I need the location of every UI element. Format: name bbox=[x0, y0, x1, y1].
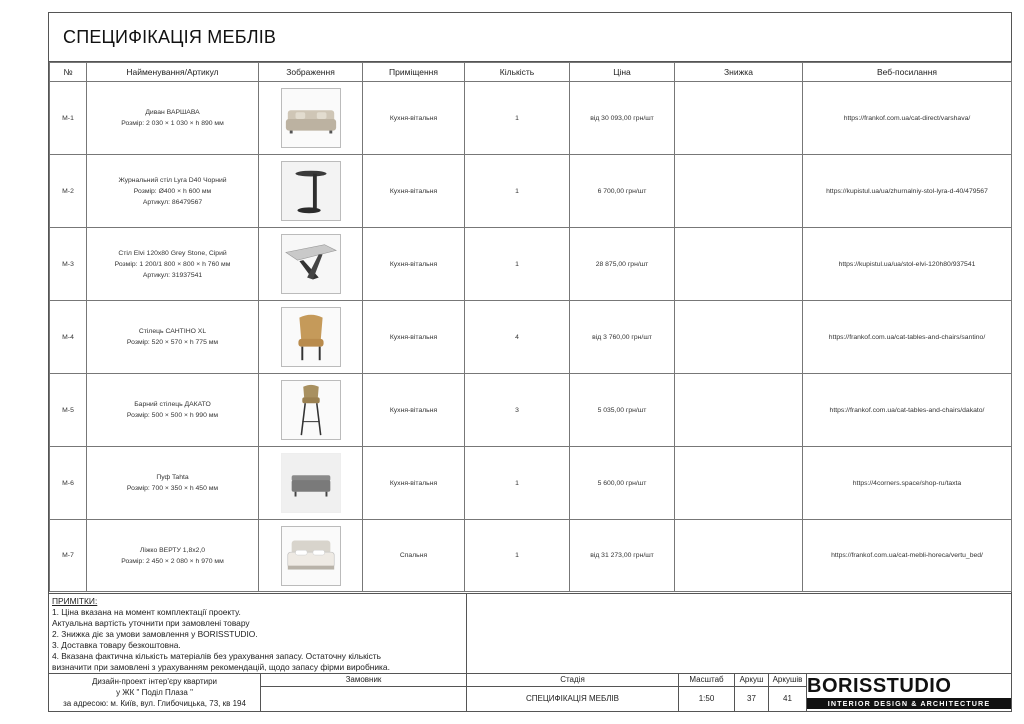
item-image-cell bbox=[259, 301, 363, 374]
item-discount bbox=[675, 155, 803, 228]
item-size-line: Розмір: 2 450 × 2 080 × h 970 мм bbox=[121, 557, 224, 565]
col-header-link: Веб-посилання bbox=[803, 63, 1012, 82]
item-price: від 30 093,00 грн/шт bbox=[570, 82, 675, 155]
logo-name: BORISSTUDIO bbox=[807, 675, 952, 697]
item-name-line: Ліжко ВЕРТУ 1,8х2,0 bbox=[139, 546, 206, 554]
item-image-cell bbox=[259, 520, 363, 592]
note-line: 3. Доставка товару безкоштовна. bbox=[52, 640, 181, 650]
item-quantity: 4 bbox=[465, 301, 570, 374]
item-link[interactable]: https://kupistul.ua/ua/zhurnalniy-stol-lyra-d-40/479567 bbox=[803, 155, 1012, 228]
item-quantity: 3 bbox=[465, 374, 570, 447]
table-row bbox=[50, 82, 1012, 155]
item-link[interactable]: https://frankof.com.ua/cat-tables-and-chairs/dakato/ bbox=[803, 374, 1012, 447]
item-link[interactable]: https://frankof.com.ua/cat-tables-and-chairs/santino/ bbox=[803, 301, 1012, 374]
item-sku-line: Артикул: 31937541 bbox=[142, 271, 203, 279]
sheet-label: Аркуш bbox=[735, 674, 768, 687]
item-price: від 31 273,00 грн/шт bbox=[570, 520, 675, 592]
item-link[interactable]: https://frankof.com.ua/cat-mebli-horeca/vertu_bed/ bbox=[803, 520, 1012, 592]
item-room: Кухня-вітальня bbox=[363, 228, 465, 301]
item-price: 28 875,00 грн/шт bbox=[570, 228, 675, 301]
item-quantity: 1 bbox=[465, 228, 570, 301]
item-price: 5 035,00 грн/шт bbox=[570, 374, 675, 447]
item-name bbox=[87, 374, 259, 447]
item-room: Кухня-вітальня bbox=[363, 447, 465, 520]
item-room: Кухня-вітальня bbox=[363, 155, 465, 228]
pouf-icon bbox=[281, 453, 341, 513]
col-header-price: Ціна bbox=[570, 63, 675, 82]
item-price: від 3 760,00 грн/шт bbox=[570, 301, 675, 374]
item-link[interactable]: https://frankof.com.ua/cat-direct/varshava/ bbox=[803, 82, 1012, 155]
notes-blank-area bbox=[467, 593, 1011, 673]
note-line: 4. Вказана фактична кількість матеріалів без урахування запасу. Остаточну кількість bbox=[52, 651, 382, 661]
title-block-footer bbox=[49, 673, 1011, 711]
item-quantity: 1 bbox=[465, 520, 570, 592]
item-price: 5 600,00 грн/шт bbox=[570, 447, 675, 520]
item-name bbox=[87, 520, 259, 592]
sofa-icon bbox=[281, 88, 341, 148]
item-room: Спальня bbox=[363, 520, 465, 592]
scale-value: 1:50 bbox=[698, 694, 715, 703]
col-header-discount: Знижка bbox=[675, 63, 803, 82]
item-size-line: Розмір: Ø400 × h 600 мм bbox=[133, 187, 212, 195]
stage-cell bbox=[467, 674, 679, 712]
item-image-cell bbox=[259, 155, 363, 228]
customer-cell bbox=[261, 674, 467, 712]
item-name-line: Журнальний стіл Lyra D40 Чорний bbox=[118, 176, 227, 184]
item-discount bbox=[675, 520, 803, 592]
table-header-row bbox=[50, 63, 1012, 82]
item-room: Кухня-вітальня bbox=[363, 374, 465, 447]
sheets-label: Аркушів bbox=[769, 674, 806, 687]
item-name bbox=[87, 447, 259, 520]
studio-logo bbox=[807, 676, 1011, 710]
note-line: 2. Знижка діє за умови замовлення у BORISSTUDIO. bbox=[52, 629, 258, 639]
item-image-cell bbox=[259, 447, 363, 520]
note-line: 1. Ціна вказана на момент комплектації проекту. bbox=[52, 607, 241, 617]
item-number: М-7 bbox=[50, 520, 87, 592]
item-number: М-5 bbox=[50, 374, 87, 447]
project-line: за адресою: м. Київ, вул. Глибочицька, 73, кв 194 bbox=[63, 699, 246, 708]
sheet-cell bbox=[735, 674, 769, 712]
item-quantity: 1 bbox=[465, 447, 570, 520]
scale-cell bbox=[679, 674, 735, 712]
item-name bbox=[87, 82, 259, 155]
item-discount bbox=[675, 301, 803, 374]
sheets-cell bbox=[769, 674, 807, 712]
item-name-line: Стілець САНТІНО XL bbox=[138, 328, 207, 335]
item-number: М-3 bbox=[50, 228, 87, 301]
col-header-name: Найменування/Артикул bbox=[87, 63, 259, 82]
item-number: М-1 bbox=[50, 82, 87, 155]
note-line: визначити при замовлені з урахуванням рекомендацій, щодо запасу фірми виробника. bbox=[52, 662, 390, 672]
sheet-value: 37 bbox=[747, 694, 756, 703]
title-block bbox=[49, 13, 1011, 62]
item-size-line: Розмір: 520 × 570 × h 775 мм bbox=[126, 339, 219, 346]
table-row bbox=[50, 520, 1012, 592]
col-header-image: Зображення bbox=[259, 63, 363, 82]
project-address bbox=[49, 674, 261, 712]
item-size-line: Розмір: 1 200/1 800 × 800 × h 760 мм bbox=[114, 260, 231, 268]
item-name bbox=[87, 301, 259, 374]
item-number: М-2 bbox=[50, 155, 87, 228]
item-image-cell bbox=[259, 228, 363, 301]
item-name bbox=[87, 228, 259, 301]
item-name-line: Стіл Elvi 120x80 Grey Stone, Сірий bbox=[118, 249, 227, 257]
sheet-title: СПЕЦИФІКАЦІЯ МЕБЛІВ bbox=[525, 694, 620, 703]
item-room: Кухня-вітальня bbox=[363, 82, 465, 155]
item-image-cell bbox=[259, 374, 363, 447]
item-discount bbox=[675, 82, 803, 155]
item-quantity: 1 bbox=[465, 155, 570, 228]
col-header-quantity: Кількість bbox=[465, 63, 570, 82]
item-name-line: Барний стілець ДАКАТО bbox=[134, 401, 211, 408]
page-title: СПЕЦИФІКАЦІЯ МЕБЛІВ bbox=[63, 27, 277, 47]
sheets-value: 41 bbox=[783, 694, 792, 703]
table-row bbox=[50, 447, 1012, 520]
item-quantity: 1 bbox=[465, 82, 570, 155]
scale-label: Масштаб bbox=[679, 674, 734, 687]
side-table-icon bbox=[281, 161, 341, 221]
item-discount bbox=[675, 374, 803, 447]
item-link[interactable]: https://kupistul.ua/ua/stol-elvi-120h80/937541 bbox=[803, 228, 1012, 301]
table-row bbox=[50, 228, 1012, 301]
item-link[interactable]: https://4corners.space/shop-ru/taxta bbox=[803, 447, 1012, 520]
item-sku-line: Артикул: 86479567 bbox=[142, 198, 203, 206]
note-line: Актуальна вартість уточнити при замовлені товару bbox=[52, 618, 250, 628]
spec-sheet bbox=[48, 12, 1012, 712]
item-price: 6 700,00 грн/шт bbox=[570, 155, 675, 228]
item-number: М-6 bbox=[50, 447, 87, 520]
item-name-line: Пуф Tahta bbox=[156, 474, 189, 481]
item-image-cell bbox=[259, 82, 363, 155]
customer-label: Замовник bbox=[261, 674, 466, 687]
item-name-line: Диван ВАРШАВА bbox=[145, 109, 200, 116]
bed-icon bbox=[281, 526, 341, 586]
spec-table bbox=[49, 62, 1012, 592]
item-number: М-4 bbox=[50, 301, 87, 374]
table-row bbox=[50, 374, 1012, 447]
item-discount bbox=[675, 228, 803, 301]
logo-tagline: INTERIOR DESIGN & ARCHITECTURE bbox=[807, 698, 1011, 709]
col-header-number: № bbox=[50, 63, 87, 82]
item-size-line: Розмір: 700 × 350 × h 450 мм bbox=[126, 485, 219, 492]
stage-label: Стадія bbox=[467, 674, 678, 687]
chair-icon bbox=[281, 307, 341, 367]
notes-block bbox=[49, 593, 467, 673]
item-name bbox=[87, 155, 259, 228]
project-line: у ЖК " Поділ Плаза " bbox=[116, 688, 193, 697]
bar-stool-icon bbox=[281, 380, 341, 440]
project-line: Дизайн-проект інтер'єру квартири bbox=[91, 677, 217, 686]
item-size-line: Розмір: 500 × 500 × h 990 мм bbox=[126, 412, 219, 419]
dining-table-icon bbox=[281, 234, 341, 294]
notes-heading: ПРИМІТКИ: bbox=[52, 596, 98, 606]
col-header-room: Приміщення bbox=[363, 63, 465, 82]
item-room: Кухня-вітальня bbox=[363, 301, 465, 374]
table-row bbox=[50, 301, 1012, 374]
item-discount bbox=[675, 447, 803, 520]
table-row bbox=[50, 155, 1012, 228]
item-size-line: Розмір: 2 030 × 1 030 × h 890 мм bbox=[121, 120, 224, 127]
